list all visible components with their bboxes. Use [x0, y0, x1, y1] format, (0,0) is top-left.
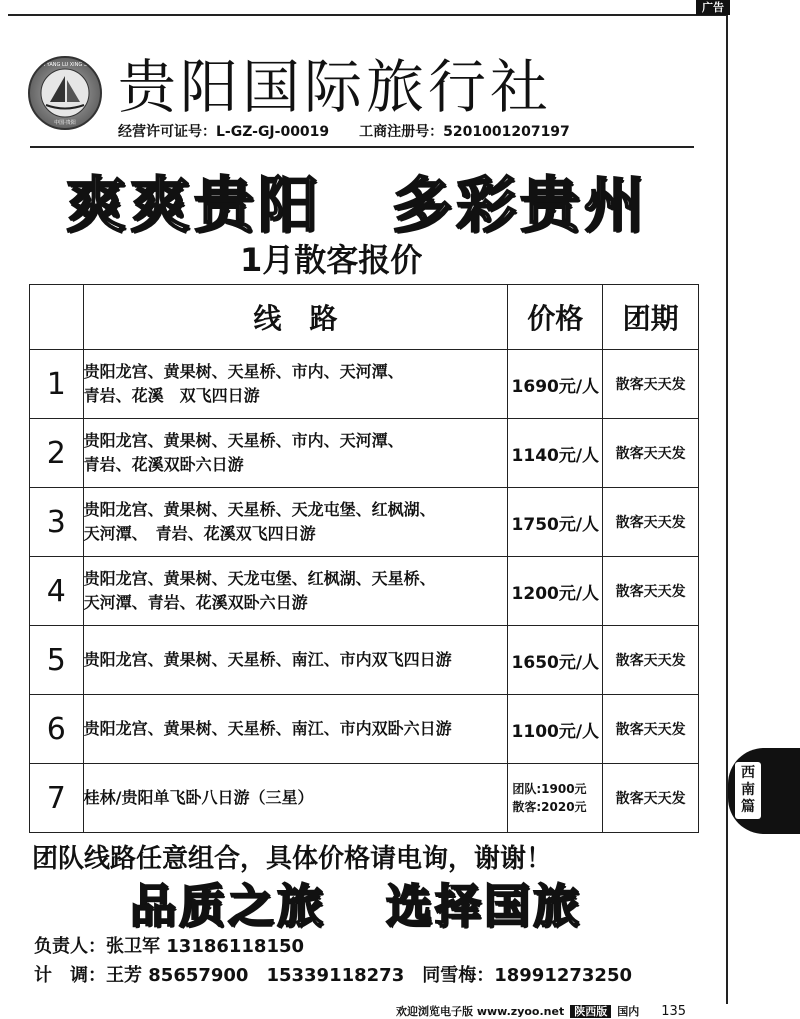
- slogan-bottom-left: 品质之旅: [130, 879, 326, 933]
- route-line: 天河潭、青岩、花溪双卧六日游: [83, 593, 308, 612]
- row-number: 3: [30, 488, 84, 557]
- slogan-bottom-right: 选择国旅: [386, 879, 582, 933]
- dispatch-contact-2: 同雪梅：18991273250: [422, 965, 633, 986]
- route-line: 青岩、花溪双卧六日游: [83, 455, 244, 474]
- contact-manager: [34, 932, 304, 958]
- price-cell: 1100元/人: [508, 695, 603, 764]
- route-cell: [83, 488, 508, 557]
- row-number: 1: [30, 350, 84, 419]
- route-cell: [83, 557, 508, 626]
- table-row: [30, 350, 699, 419]
- license-line: [118, 121, 570, 141]
- route-line: 贵阳龙宫、黄果树、天星桥、市内、天河潭、: [83, 431, 404, 450]
- price-list-title: 1月散客报价: [240, 241, 423, 279]
- contact-dispatch: [34, 961, 632, 987]
- price-group: 团队:1900元: [512, 782, 587, 796]
- logo-ring-text: GUI YANG LU XING SHE: [36, 62, 94, 68]
- route-line: 贵阳龙宫、黄果树、天星桥、天龙屯堡、红枫湖、: [83, 500, 436, 519]
- slogan-top-right: 多彩贵州: [392, 171, 648, 241]
- header-rule: [30, 146, 694, 148]
- period-cell: 散客天天发: [603, 695, 699, 764]
- page-footer: [396, 1003, 686, 1019]
- route-line: 贵阳龙宫、黄果树、天星桥、南江、市内双飞四日游: [83, 650, 452, 669]
- row-number: 6: [30, 695, 84, 764]
- route-line: 贵阳龙宫、黄果树、天龙屯堡、红枫湖、天星桥、: [83, 569, 436, 588]
- row-number: 4: [30, 557, 84, 626]
- logo-bottom-text: 中国·贵阳: [54, 120, 76, 126]
- table-row: [30, 626, 699, 695]
- period-cell: 散客天天发: [603, 764, 699, 833]
- side-section-label: 西南篇: [735, 762, 761, 819]
- price-cell: [508, 764, 603, 833]
- route-cell: [83, 626, 508, 695]
- route-line: 桂林/贵阳单飞卧八日游（三星）: [83, 788, 314, 807]
- period-cell: 散客天天发: [603, 350, 699, 419]
- footer-text: 欢迎浏览电子版 www.zyoo.net: [396, 1005, 565, 1018]
- company-name: 贵阳国际旅行社: [118, 53, 553, 121]
- edition-badge: 陕西版: [570, 1005, 611, 1018]
- period-cell: 散客天天发: [603, 626, 699, 695]
- route-cell: [83, 764, 508, 833]
- header-price: 价格: [508, 285, 603, 350]
- notice-text: 团队线路任意组合，具体价格请电询，谢谢！: [32, 844, 553, 874]
- table-header-row: [30, 285, 699, 350]
- table-row: [30, 764, 699, 833]
- manager-value: 张卫军 13186118150: [106, 936, 305, 957]
- period-cell: 散客天天发: [603, 557, 699, 626]
- footer-section: 国内: [617, 1005, 640, 1018]
- period-cell: 散客天天发: [603, 488, 699, 557]
- price-cell: 1750元/人: [508, 488, 603, 557]
- table-row: [30, 695, 699, 764]
- price-cell: 1140元/人: [508, 419, 603, 488]
- price-table: [29, 284, 699, 833]
- route-line: 贵阳龙宫、黄果树、天星桥、南江、市内双卧六日游: [83, 719, 452, 738]
- route-line: 天河潭、 青岩、花溪双飞四日游: [83, 524, 316, 543]
- header-route: 线 路: [83, 285, 508, 350]
- page-number: 135: [661, 1004, 687, 1019]
- slogan-top: [66, 158, 648, 244]
- price-cell: 1690元/人: [508, 350, 603, 419]
- route-cell: [83, 350, 508, 419]
- row-number: 7: [30, 764, 84, 833]
- license-label: 经营许可证号：: [118, 124, 216, 140]
- license-value: L-GZ-GJ-00019: [216, 124, 330, 140]
- sailboat-logo-icon: [30, 58, 100, 128]
- price-cell: 1200元/人: [508, 557, 603, 626]
- route-cell: [83, 695, 508, 764]
- row-number: 2: [30, 419, 84, 488]
- table-row: [30, 557, 699, 626]
- header-period: 团期: [603, 285, 699, 350]
- route-line: 青岩、花溪 双飞四日游: [83, 386, 260, 405]
- price-individual: 散客:2020元: [512, 800, 587, 814]
- table-row: [30, 419, 699, 488]
- slogan-top-left: 爽爽贵阳: [66, 171, 322, 241]
- table-row: [30, 488, 699, 557]
- company-logo: [28, 56, 102, 130]
- route-cell: [83, 419, 508, 488]
- manager-label: 负责人：: [34, 936, 106, 957]
- row-number: 5: [30, 626, 84, 695]
- route-line: 贵阳龙宫、黄果树、天星桥、市内、天河潭、: [83, 362, 404, 381]
- registration-value: 5201001207197: [443, 124, 570, 140]
- header-number: [30, 285, 84, 350]
- price-cell: 1650元/人: [508, 626, 603, 695]
- dispatch-label: 计 调：: [34, 965, 106, 986]
- ad-tag: 广告: [696, 0, 730, 15]
- period-cell: 散客天天发: [603, 419, 699, 488]
- slogan-bottom: [130, 870, 582, 936]
- registration-label: 工商注册号：: [359, 124, 444, 140]
- dispatch-contact-1: 王芳 85657900 15339118273: [106, 965, 405, 986]
